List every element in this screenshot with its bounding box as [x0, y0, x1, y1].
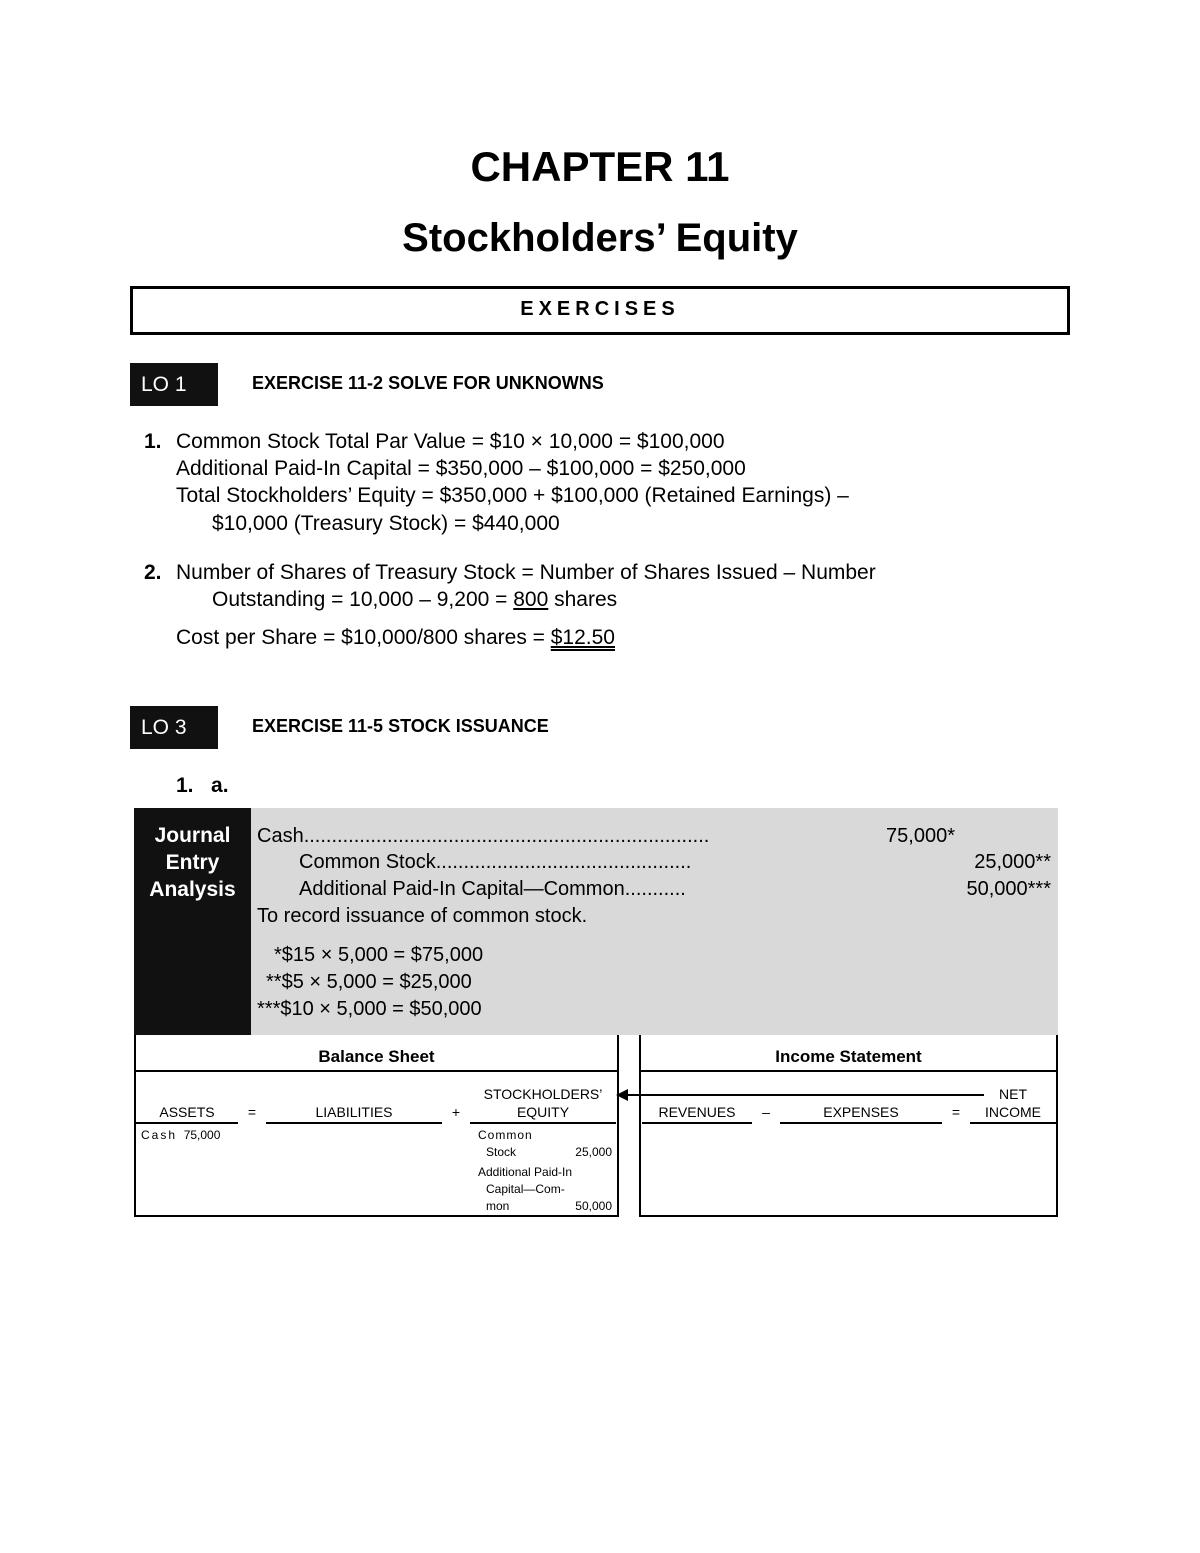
journal-credit: 50,000***	[966, 878, 1051, 900]
journal-label: Journal	[154, 824, 231, 847]
item-line: Total Stockholders’ Equity = $350,000 + $100,000 (Retained Earnings) –	[176, 484, 849, 507]
item-number: 2.	[144, 561, 162, 584]
divider	[639, 1070, 1058, 1072]
underline	[642, 1122, 752, 1124]
item-line: Cost per Share = $10,000/800 shares = $12.50	[176, 626, 615, 649]
category-liabilities: LIABILITIES	[315, 1104, 393, 1120]
se-entry-value: 25,000	[575, 1145, 612, 1159]
item-line: Additional Paid-In Capital = $350,000 – $100,000 = $250,000	[176, 457, 746, 480]
journal-account: Common Stock..............................................	[299, 851, 692, 873]
se-entry-label: Capital—Com-	[486, 1182, 565, 1196]
se-entry-label: mon	[486, 1199, 510, 1213]
underline	[780, 1122, 942, 1124]
item-number: 1.	[144, 430, 162, 453]
category-expenses: EXPENSES	[823, 1104, 899, 1120]
category-ni-line1: NET	[999, 1086, 1027, 1102]
journal-debit: 75,000*	[886, 825, 955, 847]
underline	[970, 1122, 1056, 1124]
underline	[266, 1122, 442, 1124]
item-line: $10,000 (Treasury Stock) = $440,000	[212, 512, 560, 535]
journal-note: ***$10 × 5,000 = $50,000	[257, 998, 482, 1020]
plus-sign: +	[451, 1104, 461, 1120]
exercise-title: EXERCISE 11-2 SOLVE FOR UNKNOWNS	[252, 373, 604, 393]
underline	[470, 1122, 616, 1124]
balance-sheet-header: Balance Sheet	[318, 1047, 435, 1066]
se-entry-label: Common	[478, 1128, 533, 1142]
exercises-banner: EXERCISES	[130, 286, 1070, 335]
underlined-value: 800	[513, 588, 549, 611]
category-ni-line2: INCOME	[985, 1104, 1041, 1120]
journal-description: To record issuance of common stock.	[257, 905, 588, 927]
minus-sign: –	[762, 1104, 770, 1120]
journal-account: Cash.........................................................................	[257, 825, 710, 847]
chapter-subtitle: Stockholders’ Equity	[402, 216, 798, 260]
income-statement-header: Income Statement	[775, 1047, 922, 1066]
divider	[134, 1070, 619, 1072]
item-line: Common Stock Total Par Value = $10 × 10,000 = $100,000	[176, 430, 725, 453]
category-se-line2: EQUITY	[516, 1104, 570, 1120]
exercise-title: EXERCISE 11-5 STOCK ISSUANCE	[252, 716, 549, 736]
journal-note: *$15 × 5,000 = $75,000	[274, 944, 484, 966]
item-line: Outstanding = 10,000 – 9,200 = 800 shares	[212, 588, 618, 611]
assets-entry: Cash 75,000	[141, 1128, 221, 1142]
se-entry-label: Additional Paid-In	[478, 1165, 573, 1179]
arrow-icon	[612, 1086, 992, 1104]
double-underlined-value: $12.50	[550, 626, 615, 649]
journal-credit: 25,000**	[974, 851, 1051, 873]
journal-label: Entry	[165, 851, 220, 874]
journal-account: Additional Paid-In Capital—Common...........	[299, 878, 686, 900]
journal-label: Analysis	[149, 878, 236, 901]
underline	[136, 1122, 238, 1124]
item-line: Number of Shares of Treasury Stock = Number of Shares Issued – Number	[176, 561, 876, 584]
category-se-line1: STOCKHOLDERS’	[483, 1086, 603, 1102]
se-entry-value: 50,000	[575, 1199, 612, 1213]
equals-sign: =	[247, 1104, 257, 1120]
equals-sign: =	[951, 1104, 961, 1120]
journal-note: **$5 × 5,000 = $25,000	[266, 971, 472, 993]
chapter-title: CHAPTER 11	[470, 143, 730, 190]
category-revenues: REVENUES	[658, 1104, 736, 1120]
lo-badge: LO 3	[130, 706, 218, 749]
category-assets: ASSETS	[159, 1104, 215, 1120]
lo-badge: LO 1	[130, 363, 218, 406]
part-label: 1. a.	[176, 774, 229, 797]
se-entry-label: Stock	[486, 1145, 517, 1159]
